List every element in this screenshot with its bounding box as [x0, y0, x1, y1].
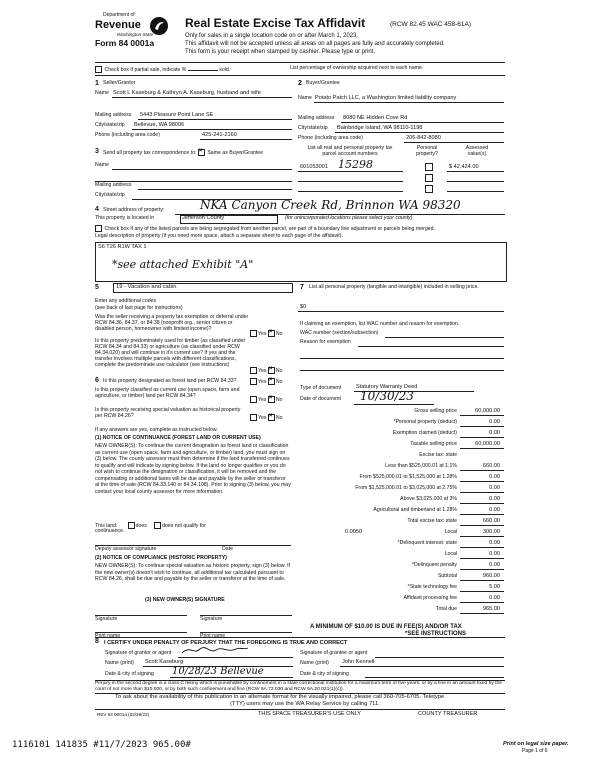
- deputy-date-label: Date: [222, 546, 233, 552]
- tax-row-value[interactable]: 0.00: [489, 562, 500, 568]
- buyer-mail-label: Mailing address: [298, 115, 335, 121]
- pct-instruction: List percentage of ownership acquired next to each name.: [290, 65, 424, 71]
- segregated-label: Check box if any of the listed parcels are being segregated from another parcel, are part of a boundary line adjustment or parcels being merged.: [104, 225, 435, 232]
- seller-name[interactable]: Scott L Kaseburg & Kathryn A. Kaseburg, husband and wife: [113, 90, 261, 96]
- tax-row-value[interactable]: 0.00: [489, 540, 500, 546]
- local-rate-value[interactable]: 0.0050: [345, 529, 363, 535]
- new-owner-sig-title: (3) NEW OWNER(S) SIGNATURE: [145, 597, 225, 603]
- legal-paper-note: Print on legal size paper.: [503, 741, 569, 747]
- header-note-3: This form is your receipt when stamped by cashier. Please type or print.: [185, 49, 376, 55]
- treasurer-use-only: THIS SPACE TREASURER'S USE ONLY: [258, 711, 362, 717]
- tax-row-label: Exemption claimed (deduct): [392, 430, 457, 436]
- tax-row-value[interactable]: 960.00: [482, 573, 500, 579]
- dept-state: Washington State: [117, 32, 154, 37]
- same-as-buyer-label: Same as Buyer/Grantee: [207, 149, 263, 156]
- parcel-number-handwritten: 15298: [338, 158, 373, 171]
- current-use-yes-no: Yes × No: [250, 396, 283, 404]
- form-title: Real Estate Excise Tax Affidavit: [185, 16, 366, 30]
- header-note-2: This affidavit will not be accepted unless all areas on all pages are fully and accurately completed.: [185, 41, 445, 47]
- seller-phone-label: Phone (including area code): [95, 132, 160, 138]
- timber-no-checkbox[interactable]: [268, 367, 275, 374]
- legal-desc-label: Legal description of property (if you need more space, attach a separate sheet to each page of the affidavit).: [95, 233, 343, 239]
- grantor-name[interactable]: Scott Kaseburg: [145, 659, 184, 665]
- tax-row-value[interactable]: 60,000.00: [475, 441, 500, 447]
- tax-row-label: Taxable selling price: [410, 441, 457, 447]
- county-treasurer-label: COUNTY TREASURER: [418, 711, 478, 717]
- grantee-name[interactable]: John Kennell: [342, 659, 375, 665]
- timber-yes-checkbox[interactable]: [250, 367, 257, 374]
- tax-row-value[interactable]: 0.00: [489, 496, 500, 502]
- reason-label: Reason for exemption: [300, 339, 351, 345]
- grantor-date-label: Date & city of signing: [105, 671, 154, 677]
- seller-name-label: Name: [95, 90, 109, 96]
- grantee-signature-label: Signature of grantee or agent: [300, 650, 368, 656]
- tax-row-label: *Delinquent interest: state: [397, 540, 457, 546]
- partial-sale-row: [95, 66, 230, 74]
- tax-row-label: Total excise tax: state: [407, 518, 457, 524]
- county-value: Jefferson County: [182, 215, 225, 221]
- tax-row-label: *Delinquent penalty: [412, 562, 457, 568]
- buyer-city-label: City/state/zip: [298, 125, 328, 131]
- grantor-signature: [180, 643, 250, 657]
- assessed-value[interactable]: $ 42,424.00: [449, 164, 479, 170]
- page-number: Page 1 of 6: [522, 748, 548, 754]
- sec1-number: 1: [95, 80, 99, 87]
- seller-heading: Seller/Grantor: [103, 80, 136, 86]
- current-use-no-checkbox[interactable]: [268, 396, 275, 403]
- revision-code: REV 84 0001a (02/28/23): [97, 712, 150, 717]
- buyer-name-label: Name: [298, 95, 312, 101]
- certify-statement: I CERTIFY UNDER PENALTY OF PERJURY THAT THE FOREGOING IS TRUE AND CORRECT: [104, 640, 348, 646]
- tax-row-label: Affidavit processing fee: [403, 595, 457, 601]
- forest-no-checkbox[interactable]: [268, 378, 275, 385]
- personal-col-header: Personal property?: [416, 145, 438, 157]
- legal-desc-line-1: S6 T26 R1W TAX 1: [98, 244, 147, 250]
- notice-compliance-title: (2) NOTICE OF COMPLIANCE (HISTORIC PROPERTY): [95, 555, 227, 561]
- sec8-number: 8: [95, 638, 99, 645]
- located-in-label: This property is located in: [95, 215, 155, 221]
- buyer-phone[interactable]: 206-842-8080: [406, 135, 441, 141]
- tax-row-value[interactable]: 660.00: [482, 518, 500, 524]
- buyer-phone-label: Phone (including area code): [298, 135, 363, 141]
- tax-row-value[interactable]: 0.00: [489, 507, 500, 513]
- tax-row-value[interactable]: 0.00: [489, 474, 500, 480]
- tax-row-label: Less than $525,000.01 at 1.1%: [385, 463, 457, 469]
- timber-question: Is this property predominately used for timber (as classified under RCW 84.34 and 84.33) or agriculture (as classified under RCW 84.34.020) and will continue in it's current use? If yes and the transfer involves multiple parcels with different classifications, complete the predominate use calculator (see instructions): [95, 338, 246, 368]
- current-use-question: Is this property classified as current use (open space, farm and agriculture, or timber) land per RCW 84.34?: [95, 387, 240, 399]
- parcel-number[interactable]: 601053001: [300, 164, 328, 170]
- tax-row-label: Local: [444, 551, 457, 557]
- owner-signature-label-2: Signature: [200, 616, 223, 622]
- this-land-row: This land: does does not qualify for: [95, 522, 206, 529]
- assessed-col-header: Assessed value(s): [465, 145, 489, 157]
- see-instructions-notice: *SEE INSTRUCTIONS: [405, 631, 467, 637]
- exemption-no-checkbox[interactable]: [268, 330, 275, 337]
- unincorp-note: (for unincorporated locations please select your county): [285, 215, 413, 221]
- tax-row-label: *State technology fee: [407, 584, 457, 590]
- forest-question: Is this property designated as forest land per RCW 84.33?: [103, 378, 237, 384]
- owner-print-label-2: Print name: [200, 633, 226, 639]
- availability-line-1: To ask about the availability of this publication in an alternate format for the visually impaired, please call 360-705-6705. Teletype: [115, 694, 445, 700]
- personal-property-label: List all personal property (tangible and intangible) included in selling price.: [309, 284, 479, 290]
- seller-phone[interactable]: 425-241-2160: [202, 132, 237, 138]
- segregated-row: [95, 225, 435, 233]
- doc-type-label: Type of document: [300, 385, 342, 391]
- historic-yes-checkbox[interactable]: [250, 414, 257, 421]
- sec3-label: Send all property tax correspondence to: × Same as Buyer/Grantee: [103, 149, 263, 157]
- sec5-number: 5: [95, 284, 99, 291]
- grantee-name-label: Name (print): [300, 660, 329, 666]
- tax-row-value[interactable]: 300.00: [482, 529, 500, 535]
- continuance-label: continuance.: [95, 528, 125, 534]
- tax-row-label: Local: [444, 529, 457, 535]
- parcel-col-header: List all real and personal property tax parcel account numbers: [307, 145, 393, 157]
- personal-property-value[interactable]: $0: [300, 304, 307, 310]
- forest-yes-no: Yes × No: [250, 378, 283, 386]
- land-does-not-checkbox[interactable]: [154, 522, 161, 529]
- header-note-1: Only for sales in a single location code on or after March 1, 2023.: [185, 33, 359, 39]
- perjury-notice: Perjury in the second degree is a class C felony which is punishable by confinement in a state correctional institution for a maximum term of five years, or by a fine in an amount fixed by the court of not more than $10,000, or by both such confinement and fine (RCW 9A.72.030 and RCW 9A.20.021(1)(c)).: [95, 681, 502, 692]
- tax-row-value[interactable]: 0.00: [489, 551, 500, 557]
- dept-name: Revenue: [95, 19, 141, 31]
- forest-yes-checkbox[interactable]: [250, 378, 257, 385]
- sec7-number: 7: [300, 284, 304, 291]
- segregated-checkbox[interactable]: [95, 225, 102, 232]
- seller-mail[interactable]: 5443 Pleasure Point Lane SE: [140, 112, 214, 118]
- exemption-question: Was the seller receiving a property tax exemption or deferral under RCW 84.36, 84.37, or 84.38 (nonprofit org., senior citizen or disabled person, homeowner with limited income)?: [95, 314, 249, 332]
- historic-no-checkbox[interactable]: [268, 414, 275, 421]
- street-address-label: Street address of property:: [103, 207, 165, 213]
- tax-row-label: Gross selling price: [414, 408, 457, 414]
- partial-sale-label: Check box if partial sale, indicate %: [104, 66, 187, 73]
- additional-codes-label: Enter any additional codes: [95, 298, 157, 304]
- sec3-mail-label: Mailing address: [95, 182, 132, 188]
- grantor-signature-label: Signature of grantor or agent: [105, 650, 172, 656]
- buyer-mail[interactable]: 8080 NE Hidden Cove Rd: [343, 115, 408, 121]
- street-address[interactable]: NKA Canyon Creek Rd, Brinnon WA 98320: [200, 198, 461, 212]
- doc-date-value[interactable]: 10/30/23: [360, 389, 414, 403]
- notice-continuance-title: (1) NOTICE OF CONTINUANCE (FOREST LAND OR CURRENT USE): [95, 435, 261, 441]
- owner-signature-label-1: Signature: [95, 616, 118, 622]
- legal-desc-line-2: *see attached Exhibit "A": [112, 258, 254, 271]
- form-rcw: (RCW 82.45 WAC 458-61A): [390, 21, 472, 28]
- availability-line-2: (TTY) users may use the WA Relay Service by calling 711.: [230, 701, 380, 707]
- dor-logo-icon: [149, 16, 169, 36]
- notice-compliance-body: NEW OWNER(S): To continue special valuation as historic property, sign (3) below. If the new owner(s) doesn't wish to continue, all additional tax calculated pursuant to RCW 84.26, shall be due and payable by the seller or transferor at the time of sale.: [95, 563, 290, 582]
- sec6-number: 6: [95, 377, 99, 384]
- exemption-yes-no: Yes × No: [250, 330, 283, 338]
- seller-city[interactable]: Bellevue, WA 98006: [134, 122, 185, 128]
- wac-question: If claiming an exemption, list WAC number and reason for exemption.: [300, 321, 460, 327]
- tax-row-value[interactable]: 0.00: [489, 419, 500, 425]
- wac-number-label: WAC number (section/subsection): [300, 330, 379, 336]
- tax-row-label: From $1,525,000.01 to $3,025,000 at 2.75%: [355, 485, 457, 491]
- sec3-city-label: City/state/zip: [95, 192, 125, 198]
- current-use-yes-checkbox[interactable]: [250, 396, 257, 403]
- land-does-checkbox[interactable]: [128, 522, 135, 529]
- sec4-number: 4: [95, 206, 99, 213]
- personal-checkbox-2[interactable]: [425, 174, 433, 182]
- sec2-number: 2: [298, 80, 302, 87]
- personal-checkbox-3[interactable]: [425, 185, 433, 193]
- historic-question: Is this property receiving special valuation as historical property per RCW 84.26?: [95, 407, 241, 419]
- same-as-buyer-checkbox[interactable]: [198, 149, 205, 156]
- tax-row-value[interactable]: 0.00: [489, 430, 500, 436]
- tax-row-label: Excise tax: state: [419, 452, 457, 458]
- see-back-label: (see back of last page for instructions): [95, 305, 183, 311]
- tax-row-label: *Personal property (deduct): [393, 419, 457, 425]
- owner-print-label-1: Print name: [95, 633, 121, 639]
- sec3-name-label: Name: [95, 162, 109, 168]
- seller-city-label: City/state/zip: [95, 122, 125, 128]
- tax-row-value[interactable]: 0.00: [489, 485, 500, 491]
- partial-sale-checkbox[interactable]: [95, 66, 102, 73]
- buyer-name[interactable]: Potato Patch LLC, a Washington limited liability company: [315, 95, 457, 101]
- grantor-date-place[interactable]: 10/28/23 Bellevue: [172, 666, 264, 677]
- seller-mail-label: Mailing address: [95, 112, 132, 118]
- tax-row-label: Agricultural and timberland at 1.28%: [373, 507, 457, 513]
- personal-checkbox-1[interactable]: [425, 163, 433, 171]
- dept-label: Department of: [103, 12, 135, 18]
- grantor-name-label: Name (print): [105, 660, 134, 666]
- minimum-due-notice: A MINIMUM OF $10.00 IS DUE IN FEE(S) AND/OR TAX: [310, 624, 462, 630]
- tax-row-value[interactable]: 660.00: [482, 463, 500, 469]
- buyer-heading: Buyer/Grantee: [306, 80, 340, 86]
- grantee-date-label: Date & city of signing: [300, 671, 349, 677]
- property-use-value: 19 - Vacation and cabin: [116, 284, 177, 290]
- tax-row-label: Total due: [435, 606, 457, 612]
- timber-yes-no: Yes × No: [250, 367, 283, 375]
- buyer-city[interactable]: Bainbridge Island, WA 98110-1198: [337, 125, 423, 131]
- tax-row-label: Above $3,025,000 at 3%: [400, 496, 457, 502]
- tax-row-value[interactable]: 5.00: [489, 584, 500, 590]
- tax-row-label: From $525,000.01 to $1,525,000 at 1.28%: [359, 474, 457, 480]
- doc-date-label: Date of document: [300, 396, 341, 402]
- form-number: Form 84 0001a: [95, 38, 155, 48]
- tax-row-label: Subtotal: [437, 573, 457, 579]
- recording-stamp: 1116101 141835 #11/7/2023 965.00#: [12, 740, 191, 750]
- doc-type-value[interactable]: Statutory Warranty Deed: [356, 384, 418, 390]
- tax-row-value[interactable]: 965.00: [482, 606, 500, 612]
- notice-continuance-body: NEW OWNER(S): To continue the current designation as forest land or classification as current use (open space, farm and agriculture, or timber) land, you must sign on (3) below. The county assessor must then determine if the land transferred continues to qualify and will indicate by signing below. If the land no longer qualifies or you do not wish to continue the designation or classification, it will be removed and the compensating or additional taxes will be due and payable by the seller or transferor at the time of sale (RCW 84.33.140 or 84.34.108). Prior to signing (3) below, you may contact your local county assessor for more information.: [95, 443, 291, 495]
- historic-yes-no: Yes × No: [250, 414, 283, 422]
- exemption-yes-checkbox[interactable]: [250, 330, 257, 337]
- sold-label: sold.: [219, 66, 231, 73]
- tax-row-value[interactable]: 0.00: [489, 595, 500, 601]
- deputy-signature-label: Deputy assessor signature: [95, 546, 157, 552]
- tax-row-value[interactable]: 60,000.00: [475, 408, 500, 414]
- if-any-yes: If any answers are yes, complete as instructed below.: [95, 427, 218, 433]
- sec3-number: 3: [95, 148, 99, 155]
